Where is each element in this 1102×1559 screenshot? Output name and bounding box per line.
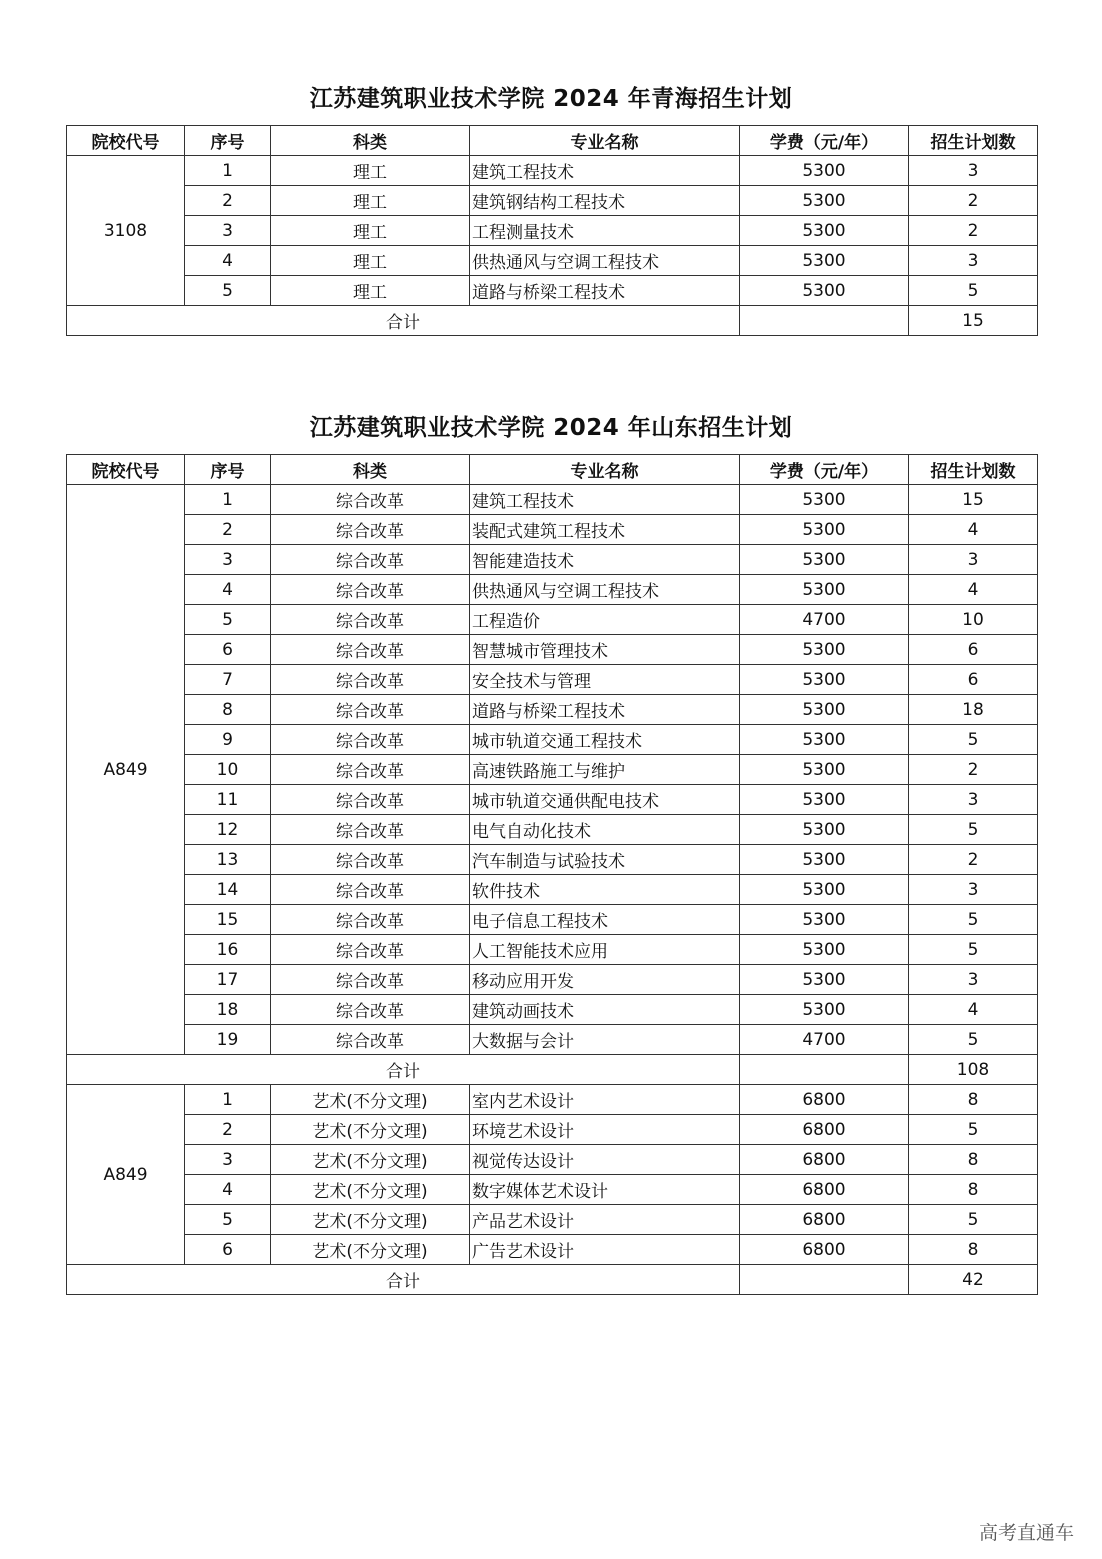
seq-cell: 18: [185, 995, 271, 1025]
table-row: [67, 515, 1038, 545]
category-cell: 艺术(不分文理): [271, 1205, 470, 1235]
plan-cell: 18: [909, 695, 1038, 725]
table-row: [67, 755, 1038, 785]
header-seq: 序号: [185, 126, 271, 156]
total-row: [67, 1265, 1038, 1295]
plan-cell: 6: [909, 635, 1038, 665]
table-row: [67, 665, 1038, 695]
total-fee-empty: [740, 306, 909, 336]
seq-cell: 1: [185, 485, 271, 515]
seq-cell: 4: [185, 1175, 271, 1205]
seq-cell: 6: [185, 635, 271, 665]
total-fee-empty: [740, 1055, 909, 1085]
plan-cell: 5: [909, 1115, 1038, 1145]
table-row: [67, 1175, 1038, 1205]
header-category: 科类: [271, 455, 470, 485]
major-cell: 软件技术: [470, 875, 740, 905]
plan-cell: 10: [909, 605, 1038, 635]
seq-cell: 13: [185, 845, 271, 875]
table-row: [67, 815, 1038, 845]
major-cell: 室内艺术设计: [470, 1085, 740, 1115]
category-cell: 艺术(不分文理): [271, 1085, 470, 1115]
category-cell: 综合改革: [271, 635, 470, 665]
category-cell: 综合改革: [271, 605, 470, 635]
major-cell: 工程测量技术: [470, 216, 740, 246]
table-row: [67, 635, 1038, 665]
fee-cell: 5300: [740, 246, 909, 276]
table-row: [67, 216, 1038, 246]
seq-cell: 5: [185, 276, 271, 306]
total-plan-value: 15: [909, 306, 1038, 336]
major-cell: 建筑工程技术: [470, 156, 740, 186]
seq-cell: 12: [185, 815, 271, 845]
major-cell: 电气自动化技术: [470, 815, 740, 845]
seq-cell: 15: [185, 905, 271, 935]
seq-cell: 6: [185, 1235, 271, 1265]
seq-cell: 5: [185, 605, 271, 635]
plan-cell: 5: [909, 1025, 1038, 1055]
category-cell: 艺术(不分文理): [271, 1175, 470, 1205]
major-cell: 汽车制造与试验技术: [470, 845, 740, 875]
watermark-text: 高考直通车: [978, 1522, 1074, 1544]
table-row: [67, 186, 1038, 216]
category-cell: 理工: [271, 276, 470, 306]
seq-cell: 9: [185, 725, 271, 755]
seq-cell: 19: [185, 1025, 271, 1055]
fee-cell: 5300: [740, 485, 909, 515]
plan-cell: 3: [909, 545, 1038, 575]
header-plan: 招生计划数: [909, 126, 1038, 156]
category-cell: 艺术(不分文理): [271, 1115, 470, 1145]
header-fee: 学费（元/年）: [740, 126, 909, 156]
seq-cell: 4: [185, 246, 271, 276]
table-row: [67, 845, 1038, 875]
plan-cell: 5: [909, 725, 1038, 755]
seq-cell: 17: [185, 965, 271, 995]
seq-cell: 1: [185, 156, 271, 186]
major-cell: 供热通风与空调工程技术: [470, 246, 740, 276]
plan-cell: 4: [909, 995, 1038, 1025]
header-school-code: 院校代号: [67, 455, 185, 485]
total-row: [67, 1055, 1038, 1085]
seq-cell: 3: [185, 545, 271, 575]
fee-cell: 4700: [740, 605, 909, 635]
major-cell: 大数据与会计: [470, 1025, 740, 1055]
table-row: [67, 605, 1038, 635]
total-label: 合计: [67, 306, 740, 336]
category-cell: 理工: [271, 156, 470, 186]
category-cell: 综合改革: [271, 815, 470, 845]
seq-cell: 11: [185, 785, 271, 815]
major-cell: 移动应用开发: [470, 965, 740, 995]
header-seq: 序号: [185, 455, 271, 485]
plan-cell: 5: [909, 276, 1038, 306]
fee-cell: 6800: [740, 1175, 909, 1205]
major-cell: 装配式建筑工程技术: [470, 515, 740, 545]
major-cell: 环境艺术设计: [470, 1115, 740, 1145]
major-cell: 建筑钢结构工程技术: [470, 186, 740, 216]
header-fee: 学费（元/年）: [740, 455, 909, 485]
seq-cell: 8: [185, 695, 271, 725]
table-row: [67, 695, 1038, 725]
plan-cell: 4: [909, 575, 1038, 605]
plan-cell: 3: [909, 156, 1038, 186]
table-row: [67, 1205, 1038, 1235]
seq-cell: 3: [185, 216, 271, 246]
fee-cell: 5300: [740, 755, 909, 785]
category-cell: 综合改革: [271, 875, 470, 905]
table-row: [67, 905, 1038, 935]
table-row: [67, 545, 1038, 575]
plan-cell: 8: [909, 1235, 1038, 1265]
fee-cell: 6800: [740, 1145, 909, 1175]
table-row: [67, 965, 1038, 995]
school-code-cell: 3108: [67, 156, 185, 306]
table-row: [67, 156, 1038, 186]
category-cell: 综合改革: [271, 935, 470, 965]
header-major: 专业名称: [470, 126, 740, 156]
category-cell: 综合改革: [271, 905, 470, 935]
plan-cell: 3: [909, 246, 1038, 276]
category-cell: 综合改革: [271, 755, 470, 785]
plan-cell: 4: [909, 515, 1038, 545]
fee-cell: 5300: [740, 785, 909, 815]
major-cell: 供热通风与空调工程技术: [470, 575, 740, 605]
major-cell: 数字媒体艺术设计: [470, 1175, 740, 1205]
major-cell: 智能建造技术: [470, 545, 740, 575]
category-cell: 综合改革: [271, 785, 470, 815]
major-cell: 人工智能技术应用: [470, 935, 740, 965]
major-cell: 电子信息工程技术: [470, 905, 740, 935]
total-label: 合计: [67, 1265, 740, 1295]
table-row: [67, 785, 1038, 815]
fee-cell: 5300: [740, 965, 909, 995]
fee-cell: 5300: [740, 156, 909, 186]
plan-cell: 6: [909, 665, 1038, 695]
table-row: [67, 935, 1038, 965]
seq-cell: 4: [185, 575, 271, 605]
plan-cell: 2: [909, 186, 1038, 216]
fee-cell: 6800: [740, 1115, 909, 1145]
shandong-table-body: [67, 485, 1038, 1295]
total-plan-value: 42: [909, 1265, 1038, 1295]
major-cell: 建筑动画技术: [470, 995, 740, 1025]
total-plan-value: 108: [909, 1055, 1038, 1085]
fee-cell: 6800: [740, 1235, 909, 1265]
fee-cell: 5300: [740, 186, 909, 216]
seq-cell: 3: [185, 1145, 271, 1175]
seq-cell: 1: [185, 1085, 271, 1115]
table-header-row: [67, 126, 1038, 156]
plan-cell: 5: [909, 1205, 1038, 1235]
school-code-cell: A849: [67, 485, 185, 1055]
category-cell: 艺术(不分文理): [271, 1145, 470, 1175]
fee-cell: 5300: [740, 935, 909, 965]
plan-cell: 3: [909, 785, 1038, 815]
plan-cell: 2: [909, 755, 1038, 785]
category-cell: 理工: [271, 246, 470, 276]
table-row: [67, 1145, 1038, 1175]
table-row: [67, 875, 1038, 905]
fee-cell: 5300: [740, 815, 909, 845]
table-header-row: [67, 455, 1038, 485]
table-row: [67, 1085, 1038, 1115]
header-plan: 招生计划数: [909, 455, 1038, 485]
category-cell: 综合改革: [271, 515, 470, 545]
fee-cell: 5300: [740, 276, 909, 306]
major-cell: 安全技术与管理: [470, 665, 740, 695]
plan-cell: 3: [909, 965, 1038, 995]
shandong-plan-table: [66, 454, 1038, 1295]
seq-cell: 16: [185, 935, 271, 965]
fee-cell: 5300: [740, 875, 909, 905]
category-cell: 综合改革: [271, 965, 470, 995]
major-cell: 广告艺术设计: [470, 1235, 740, 1265]
table-row: [67, 1235, 1038, 1265]
seq-cell: 5: [185, 1205, 271, 1235]
category-cell: 综合改革: [271, 1025, 470, 1055]
major-cell: 建筑工程技术: [470, 485, 740, 515]
fee-cell: 5300: [740, 695, 909, 725]
category-cell: 综合改革: [271, 665, 470, 695]
header-major: 专业名称: [470, 455, 740, 485]
table-row: [67, 725, 1038, 755]
major-cell: 产品艺术设计: [470, 1205, 740, 1235]
seq-cell: 2: [185, 515, 271, 545]
plan-cell: 8: [909, 1175, 1038, 1205]
category-cell: 理工: [271, 216, 470, 246]
major-cell: 城市轨道交通供配电技术: [470, 785, 740, 815]
fee-cell: 5300: [740, 515, 909, 545]
fee-cell: 5300: [740, 635, 909, 665]
qinghai-table-body: [67, 156, 1038, 336]
plan-cell: 5: [909, 905, 1038, 935]
total-fee-empty: [740, 1265, 909, 1295]
major-cell: 智慧城市管理技术: [470, 635, 740, 665]
table-row: [67, 1115, 1038, 1145]
qinghai-plan-table: [66, 125, 1038, 336]
category-cell: 综合改革: [271, 845, 470, 875]
seq-cell: 14: [185, 875, 271, 905]
total-label: 合计: [67, 1055, 740, 1085]
school-code-cell: A849: [67, 1085, 185, 1265]
table-row: [67, 485, 1038, 515]
major-cell: 视觉传达设计: [470, 1145, 740, 1175]
fee-cell: 4700: [740, 1025, 909, 1055]
category-cell: 综合改革: [271, 485, 470, 515]
major-cell: 工程造价: [470, 605, 740, 635]
seq-cell: 10: [185, 755, 271, 785]
fee-cell: 6800: [740, 1085, 909, 1115]
plan-cell: 2: [909, 845, 1038, 875]
table-row: [67, 575, 1038, 605]
fee-cell: 5300: [740, 575, 909, 605]
fee-cell: 5300: [740, 545, 909, 575]
category-cell: 综合改革: [271, 695, 470, 725]
major-cell: 道路与桥梁工程技术: [470, 276, 740, 306]
major-cell: 道路与桥梁工程技术: [470, 695, 740, 725]
seq-cell: 7: [185, 665, 271, 695]
plan-cell: 8: [909, 1145, 1038, 1175]
fee-cell: 5300: [740, 725, 909, 755]
total-row: [67, 306, 1038, 336]
major-cell: 高速铁路施工与维护: [470, 755, 740, 785]
table-row: [67, 995, 1038, 1025]
category-cell: 综合改革: [271, 545, 470, 575]
fee-cell: 5300: [740, 995, 909, 1025]
plan-cell: 2: [909, 216, 1038, 246]
category-cell: 综合改革: [271, 575, 470, 605]
fee-cell: 6800: [740, 1205, 909, 1235]
plan-cell: 5: [909, 935, 1038, 965]
plan-cell: 3: [909, 875, 1038, 905]
header-category: 科类: [271, 126, 470, 156]
seq-cell: 2: [185, 1115, 271, 1145]
header-school-code: 院校代号: [67, 126, 185, 156]
fee-cell: 5300: [740, 845, 909, 875]
plan-cell: 8: [909, 1085, 1038, 1115]
category-cell: 艺术(不分文理): [271, 1235, 470, 1265]
category-cell: 综合改革: [271, 725, 470, 755]
fee-cell: 5300: [740, 216, 909, 246]
plan-cell: 15: [909, 485, 1038, 515]
qinghai-title: 江苏建筑职业技术学院 2024 年青海招生计划: [309, 86, 793, 112]
table-row: [67, 246, 1038, 276]
category-cell: 综合改革: [271, 995, 470, 1025]
table-row: [67, 276, 1038, 306]
major-cell: 城市轨道交通工程技术: [470, 725, 740, 755]
fee-cell: 5300: [740, 665, 909, 695]
seq-cell: 2: [185, 186, 271, 216]
fee-cell: 5300: [740, 905, 909, 935]
plan-cell: 5: [909, 815, 1038, 845]
shandong-title: 江苏建筑职业技术学院 2024 年山东招生计划: [309, 415, 793, 441]
category-cell: 理工: [271, 186, 470, 216]
table-row: [67, 1025, 1038, 1055]
